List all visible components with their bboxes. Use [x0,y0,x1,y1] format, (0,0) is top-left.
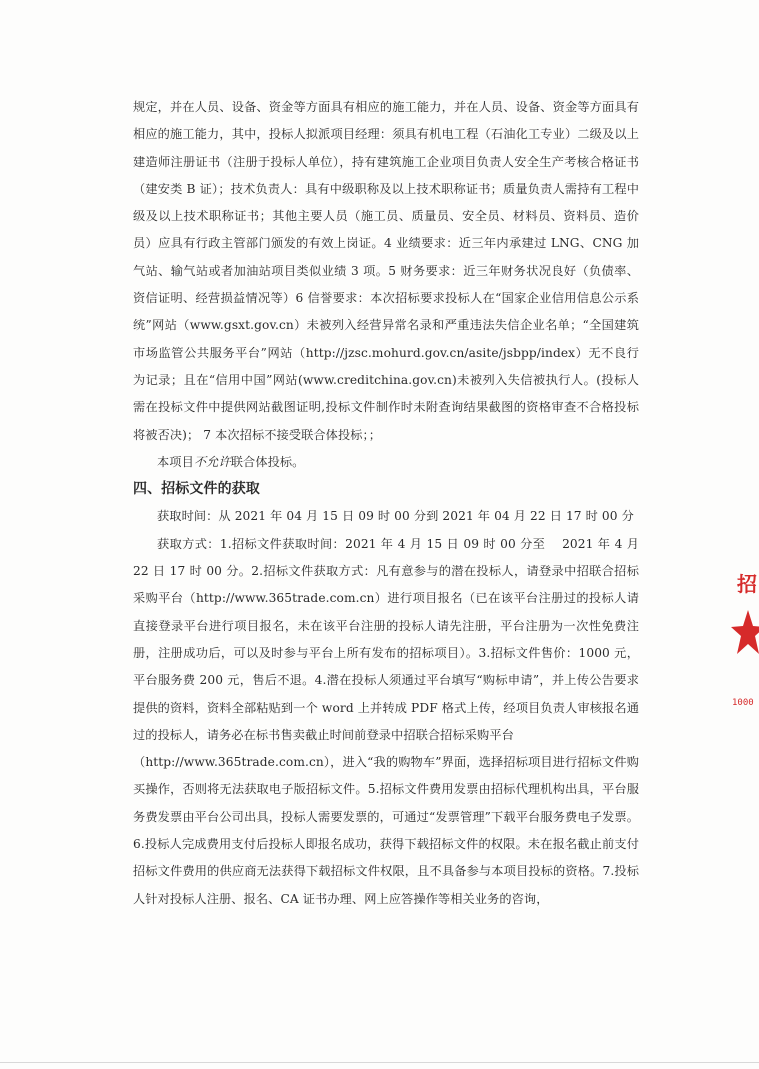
consortium-prefix: 本项目 [157,454,194,469]
stamp-star-icon [731,608,759,656]
stamp-character: 招 [737,572,757,596]
consortium-emphasis: 不允许 [193,454,231,469]
acquisition-method-continued: （http://www.365trade.com.cn），进入“我的购物车”界面，选择招标项目进行招标文件购买操作，否则将无法获取电子版招标文件。5.招标文件费用发票由招标代理机构出具，平台服务费发票由平台公司出具，投标人需要发票的，可通过“发票管理”下载平台服务费电子发票。6.投标人完成费用支付后投标人即报名成功，获得下载招标文件的权限。未在报名截止前支付招标文件费用的供应商无法获得下载招标文件权限，且不具备参与本项目投标的资格。7.投标人针对投标人注册、报名、CA 证书办理、网上应答操作等相关业务的咨询， [133,755,639,906]
red-seal-stamp [731,568,759,728]
page-bottom-rule [0,1062,759,1063]
section-heading-4: 四、招标文件的获取 [133,481,260,498]
consortium-suffix: 联合体投标。 [230,454,305,469]
document-body [133,94,639,913]
stamp-number: 1000 [732,698,754,708]
acquisition-method: 获取方式：1.招标文件获取时间：2021 年 4 月 15 日 09 时 00 分至 2021 年 4 月 22 日 17 时 00 分。2.招标文件获取方式：凡有意参与的潜在投标人，请登录中招联合招标采购平台（http://www.365trade.com.cn）进行项目报名（已在该平台注册过的投标人请直接登录平台进行项目报名，未在该平台注册的投标人请先注册，平台注册为一次性免费注册，注册成功后，可以及时参与平台上所有发布的招标项目）。3.招标文件售价：1000 元，平台服务费 200 元，售后不退。4.潜在投标人须通过平台填写“购标申请”，并上传公告要求提供的资料，资料全部粘贴到一个 word 上并转成 PDF 格式上传，经项目负责人审核报名通过的投标人，请务必在标书售卖截止时间前登录中招联合招标采购平台 [133,536,639,742]
acquisition-time: 获取时间：从 2021 年 04 月 15 日 09 时 00 分到 2021 年 04 月 22 日 17 时 00 分 [157,509,634,524]
qualification-paragraph: 规定，并在人员、设备、资金等方面具有相应的施工能力，并在人员、设备、资金等方面具有相应的施工能力，其中，投标人拟派项目经理：须具有机电工程（石油化工专业）二级及以上建造师注册证书（注册于投标人单位），持有建筑施工企业项目负责人安全生产考核合格证书（建安类 B 证）；技术负责人：具有中级职称及以上技术职称证书；质量负责人需持有工程中级及以上技术职称证书；其他主要人员（施工员、质量员、安全员、材料员、资料员、造价员）应具有行政主管部门颁发的有效上岗证。4 业绩要求：近三年内承建过 LNG、CNG 加气站、输气站或者加油站项目类似业绩 3 项。5 财务要求：近三年财务状况良好（负债率、资信证明、经营损益情况等）6 信誉要求：本次招标要求投标人在“国家企业信用信息公示系统”网站（www.gsxt.gov.cn）未被列入经营异常名录和严重违法失信企业名单；“全国建筑市场监管公共服务平台”网站（http://jzsc.mohurd.gov.cn/asite/jsbpp/index）无不良行为记录；且在“信用中国”网站(www.creditchina.gov.cn)未被列入失信被执行人。(投标人需在投标文件中提供网站截图证明,投标文件制作时未附查询结果截图的资格审查不合格投标将被否决)； 7 本次招标不接受联合体投标；； [133,100,639,442]
consortium-paragraph [133,449,639,476]
